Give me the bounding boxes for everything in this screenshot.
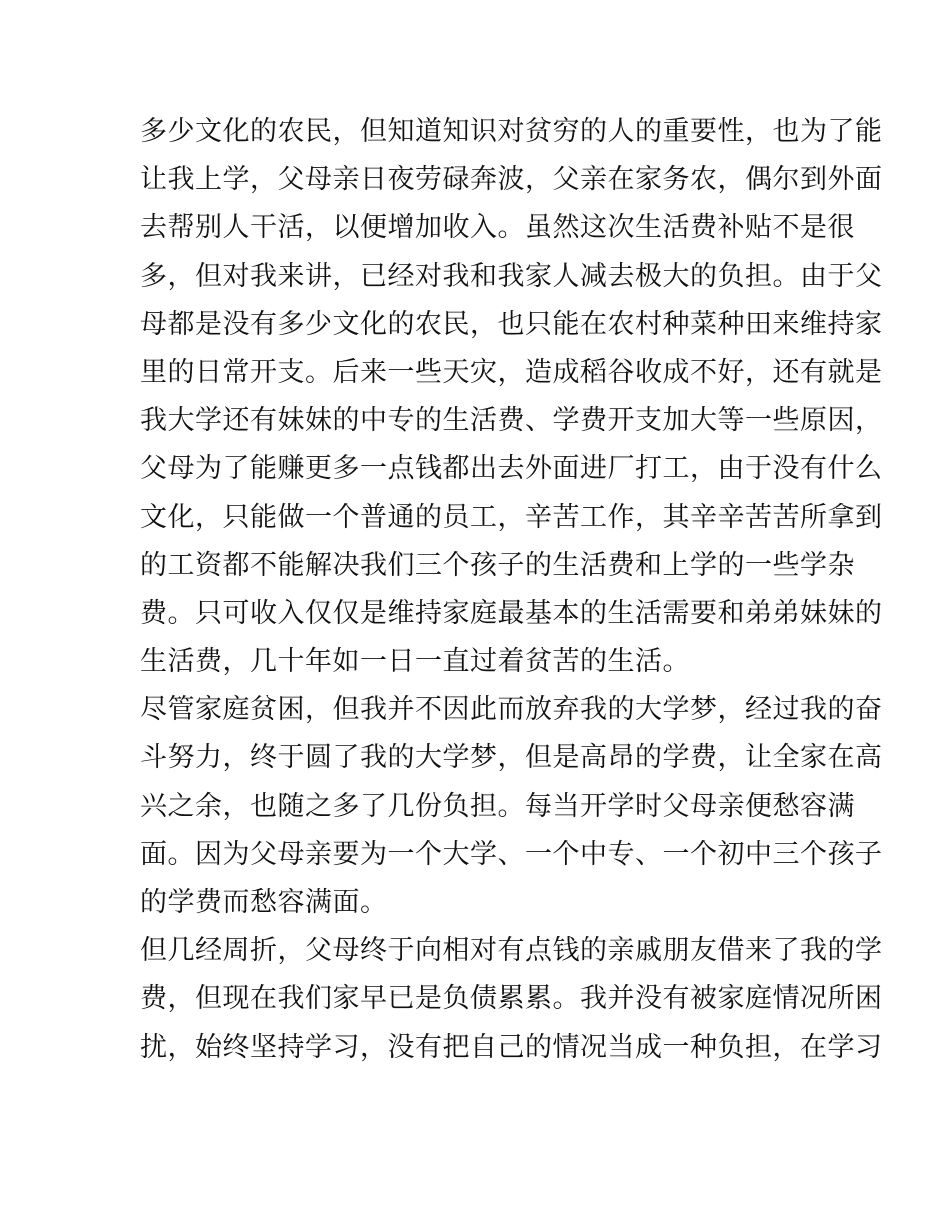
text-line: 父母为了能赚更多一点钱都出去外面进厂打工，由于没有什么 [140,453,883,485]
text-line: 我大学还有妹妹的中专的生活费、学费开支加大等一些原因， [140,405,883,437]
text-line: 的工资都不能解决我们三个孩子的生活费和上学的一些学杂 [140,549,855,581]
text-line: 里的日常开支。后来一些天灾，造成稻谷收成不好，还有就是 [140,356,883,388]
text-line: 生活费，几十年如一日一直过着贫苦的生活。 [140,646,690,678]
text-line: 兴之余，也随之多了几份负担。每当开学时父母亲便愁容满 [140,790,855,822]
text-line: 让我上学，父母亲日夜劳碌奔波，父亲在家务农，偶尔到外面 [140,164,883,196]
text-line: 的学费而愁容满面。 [140,887,388,918]
text-line: 面。因为父母亲要为一个大学、一个中专、一个初中三个孩子 [140,838,883,870]
body-text [140,108,883,1072]
text-line: 文化，只能做一个普通的员工，辛苦工作，其辛辛苦苦所拿到 [140,501,883,533]
text-line: 多，但对我来讲，已经对我和我家人减去极大的负担。由于父 [140,260,883,292]
text-line: 尽管家庭贫困，但我并不因此而放弃我的大学梦，经过我的奋 [140,694,883,726]
text-line: 多少文化的农民，但知道知识对贫穷的人的重要性，也为了能 [140,116,883,147]
text-line: 斗努力，终于圆了我的大学梦，但是高昂的学费，让全家在高 [140,742,883,774]
text-line: 母都是没有多少文化的农民，也只能在农村种菜种田来维持家 [140,308,883,340]
text-line: 但几经周折，父母终于向相对有点钱的亲戚朋友借来了我的学 [140,935,883,967]
text-line: 去帮别人干活，以便增加收入。虽然这次生活费补贴不是很 [140,212,855,244]
text-line: 扰，始终坚持学习，没有把自己的情况当成一种负担，在学习 [140,1031,883,1063]
text-line: 费。只可收入仅仅是维持家庭最基本的生活需要和弟弟妹妹的 [140,597,883,629]
text-line: 费，但现在我们家早已是负债累累。我并没有被家庭情况所困 [140,983,883,1015]
